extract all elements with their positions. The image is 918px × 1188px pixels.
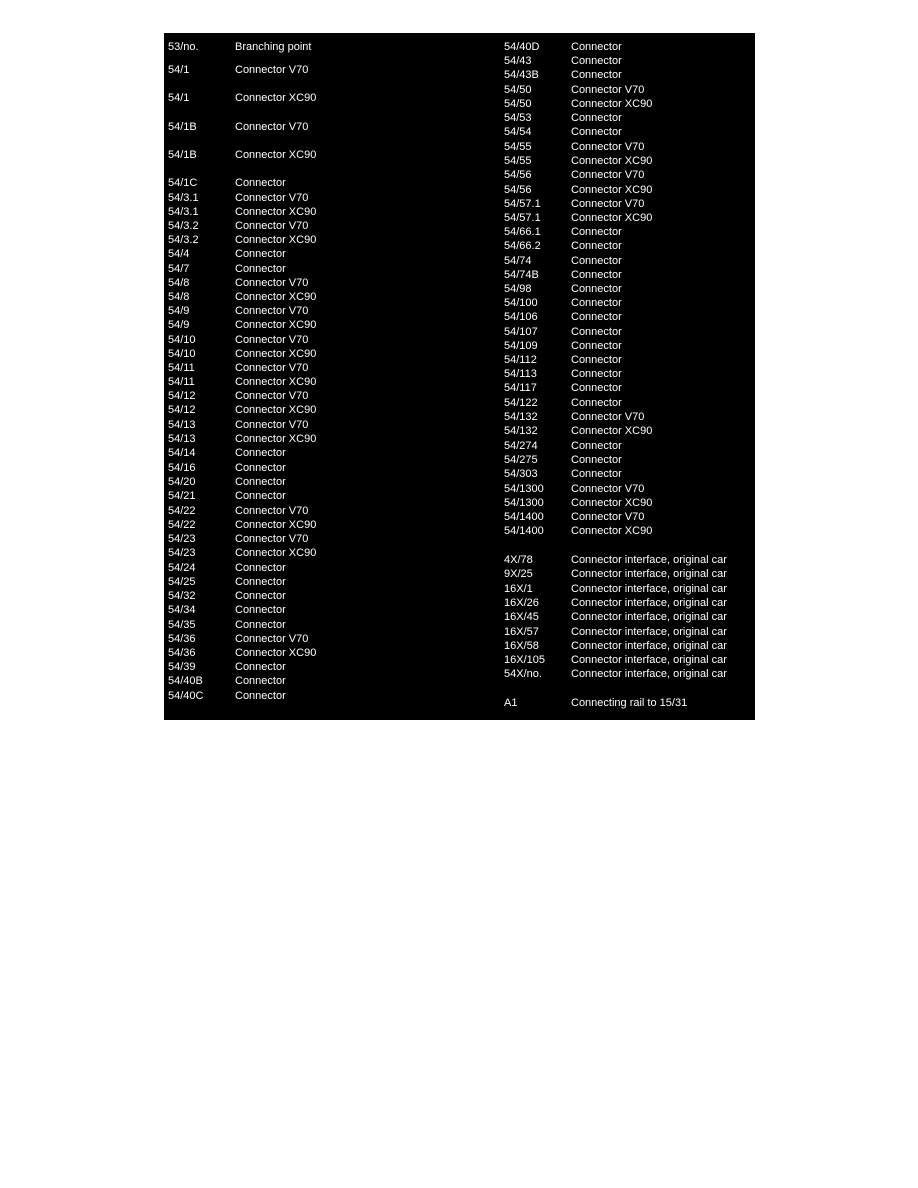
component-description: Connector V70: [235, 220, 309, 232]
component-description: Connector V70: [235, 390, 309, 402]
legend-left-column: [164, 33, 459, 720]
component-code: 53/no.: [168, 41, 199, 53]
component-description: Connector XC90: [235, 206, 317, 218]
component-code: 54/107: [504, 326, 538, 338]
component-description: Connector V70: [235, 633, 309, 645]
component-description: Connector: [571, 55, 622, 67]
component-description: Connector: [571, 41, 622, 53]
component-code: 54/9: [168, 305, 190, 317]
component-description: Connector V70: [235, 419, 309, 431]
component-code: 54/25: [168, 576, 196, 588]
component-code: 54/3.2: [168, 220, 199, 232]
component-description: Connector V70: [571, 511, 645, 523]
component-description: Connector XC90: [571, 184, 653, 196]
component-code: 54/117: [504, 382, 537, 394]
component-code: 54/1B: [168, 121, 197, 133]
component-description: Connector: [235, 476, 286, 488]
component-description: Connector XC90: [235, 319, 317, 331]
component-code: 54/10: [168, 334, 196, 346]
component-code: 54/66.2: [504, 240, 541, 252]
component-description: Connector: [571, 269, 622, 281]
component-description: Connector XC90: [235, 149, 317, 161]
component-code: 54/98: [504, 283, 532, 295]
component-code: 54/1B: [168, 149, 197, 161]
component-code: 54/54: [504, 126, 532, 138]
component-description: Connector V70: [571, 169, 645, 181]
component-description: Connector: [571, 382, 622, 394]
component-description: Connector XC90: [235, 348, 317, 360]
component-description: Connector V70: [235, 505, 309, 517]
component-description: Connector: [235, 661, 286, 673]
component-description: Connector: [571, 440, 622, 452]
component-description: Connector: [235, 447, 286, 459]
component-description: Connector V70: [235, 121, 309, 133]
component-code: 54/34: [168, 604, 196, 616]
component-code: 54/303: [504, 468, 538, 480]
component-code: 54/132: [504, 425, 538, 437]
component-description: Connector interface, original car: [571, 554, 727, 566]
component-description: Connector XC90: [235, 433, 317, 445]
component-description: Connector: [571, 240, 622, 252]
component-description: Connector: [571, 354, 622, 366]
component-description: Connector: [235, 490, 286, 502]
component-description: Connector interface, original car: [571, 626, 727, 638]
component-description: Connector: [235, 590, 286, 602]
component-code: 54/23: [168, 547, 196, 559]
component-description: Connector V70: [235, 334, 309, 346]
component-code: 54/35: [168, 619, 196, 631]
component-description: Connector V70: [571, 141, 645, 153]
component-description: Connector V70: [235, 64, 309, 76]
component-code: 54/1: [168, 92, 190, 104]
component-description: Connector XC90: [235, 404, 317, 416]
component-code: 54X/no.: [504, 668, 542, 680]
component-description: Connector: [571, 468, 622, 480]
component-description: Connecting rail to 15/31: [571, 697, 688, 709]
component-description: Connector XC90: [235, 547, 317, 559]
component-code: 54/21: [168, 490, 196, 502]
component-code: 54/53: [504, 112, 532, 124]
component-description: Connector: [571, 69, 622, 81]
component-code: A1: [504, 697, 518, 709]
component-code: 54/274: [504, 440, 538, 452]
component-code: 54/36: [168, 633, 196, 645]
component-code: 54/20: [168, 476, 196, 488]
component-code: 54/1400: [504, 525, 544, 537]
component-code: 54/122: [504, 397, 538, 409]
component-code: 54/11: [168, 376, 195, 388]
component-code: 54/4: [168, 248, 190, 260]
component-description: Connector: [235, 562, 286, 574]
component-code: 54/55: [504, 155, 532, 167]
component-code: 16X/45: [504, 611, 539, 623]
component-description: Connector interface, original car: [571, 583, 727, 595]
component-code: 54/8: [168, 291, 190, 303]
component-code: 54/36: [168, 647, 196, 659]
component-description: Connector interface, original car: [571, 668, 727, 680]
component-code: 54/10: [168, 348, 196, 360]
component-description: Connector: [235, 576, 286, 588]
component-code: 54/56: [504, 169, 532, 181]
component-code: 54/14: [168, 447, 196, 459]
component-description: Connector: [571, 454, 622, 466]
component-code: 54/74: [504, 255, 532, 267]
component-description: Connector XC90: [571, 497, 653, 509]
component-description: Connector: [235, 248, 286, 260]
component-description: Connector V70: [571, 411, 645, 423]
component-code: 54/16: [168, 462, 196, 474]
component-description: Connector: [571, 340, 622, 352]
component-description: Connector V70: [235, 277, 309, 289]
component-code: 54/109: [504, 340, 538, 352]
component-description: Connector XC90: [571, 525, 653, 537]
component-description: Connector interface, original car: [571, 654, 727, 666]
component-description: Connector: [235, 462, 286, 474]
component-description: Connector interface, original car: [571, 640, 727, 652]
component-description: Connector XC90: [235, 234, 317, 246]
component-description: Connector: [235, 675, 286, 687]
component-code: 54/13: [168, 419, 196, 431]
component-code: 54/11: [168, 362, 195, 374]
component-code: 54/9: [168, 319, 190, 331]
component-code: 54/55: [504, 141, 532, 153]
component-description: Connector XC90: [235, 291, 317, 303]
component-description: Connector XC90: [235, 519, 317, 531]
component-code: 54/74B: [504, 269, 539, 281]
component-description: Connector: [571, 368, 622, 380]
component-description: Connector XC90: [235, 92, 317, 104]
component-description: Connector: [571, 326, 622, 338]
component-description: Connector XC90: [571, 425, 653, 437]
component-code: 54/57.1: [504, 198, 541, 210]
component-code: 54/132: [504, 411, 538, 423]
component-description: Connector XC90: [571, 212, 653, 224]
component-code: 54/12: [168, 390, 196, 402]
component-description: Connector V70: [571, 84, 645, 96]
component-code: 54/40B: [168, 675, 203, 687]
component-code: 54/106: [504, 311, 538, 323]
component-description: Connector V70: [235, 362, 309, 374]
component-legend-panel: [164, 33, 755, 720]
component-description: Connector V70: [235, 305, 309, 317]
component-description: Connector V70: [235, 533, 309, 545]
component-description: Connector XC90: [235, 376, 317, 388]
component-code: 54/7: [168, 263, 190, 275]
component-description: Connector: [571, 311, 622, 323]
component-code: 54/57.1: [504, 212, 541, 224]
component-code: 54/3.2: [168, 234, 199, 246]
component-code: 54/22: [168, 519, 196, 531]
component-code: 54/113: [504, 368, 537, 380]
component-code: 54/40D: [504, 41, 540, 53]
component-code: 54/1C: [168, 177, 198, 189]
component-code: 54/22: [168, 505, 196, 517]
component-description: Connector: [571, 112, 622, 124]
component-description: Connector: [571, 126, 622, 138]
component-code: 54/39: [168, 661, 196, 673]
component-code: 54/3.1: [168, 206, 199, 218]
component-code: 54/8: [168, 277, 190, 289]
component-code: 54/50: [504, 98, 532, 110]
component-code: 16X/1: [504, 583, 533, 595]
component-description: Connector: [571, 283, 622, 295]
component-description: Connector V70: [571, 198, 645, 210]
component-code: 54/40C: [168, 690, 204, 702]
component-description: Connector: [571, 297, 622, 309]
component-code: 16X/26: [504, 597, 539, 609]
component-description: Connector: [571, 226, 622, 238]
component-code: 54/13: [168, 433, 196, 445]
component-code: 54/1: [168, 64, 190, 76]
component-code: 54/3.1: [168, 192, 199, 204]
component-description: Connector: [571, 255, 622, 267]
component-code: 54/1400: [504, 511, 544, 523]
component-code: 16X/58: [504, 640, 539, 652]
component-description: Connector XC90: [235, 647, 317, 659]
component-description: Connector XC90: [571, 98, 653, 110]
component-description: Connector: [235, 690, 286, 702]
component-code: 54/43: [504, 55, 532, 67]
component-code: 54/43B: [504, 69, 539, 81]
component-description: Connector: [571, 397, 622, 409]
component-description: Connector: [235, 177, 286, 189]
component-code: 9X/25: [504, 568, 533, 580]
component-code: 54/275: [504, 454, 538, 466]
component-code: 54/32: [168, 590, 196, 602]
component-description: Connector: [235, 619, 286, 631]
component-code: 54/1300: [504, 483, 544, 495]
component-code: 54/1300: [504, 497, 544, 509]
component-code: 54/24: [168, 562, 196, 574]
component-description: Connector V70: [235, 192, 309, 204]
component-code: 54/12: [168, 404, 196, 416]
component-description: Branching point: [235, 41, 312, 53]
component-description: Connector: [235, 604, 286, 616]
component-description: Connector interface, original car: [571, 568, 727, 580]
component-code: 54/23: [168, 533, 196, 545]
component-description: Connector interface, original car: [571, 611, 727, 623]
component-code: 54/100: [504, 297, 538, 309]
component-code: 54/50: [504, 84, 532, 96]
component-code: 4X/78: [504, 554, 533, 566]
component-code: 16X/57: [504, 626, 539, 638]
component-description: Connector V70: [571, 483, 645, 495]
component-code: 54/66.1: [504, 226, 541, 238]
legend-right-column: [500, 33, 755, 720]
component-description: Connector XC90: [571, 155, 653, 167]
component-description: Connector: [235, 263, 286, 275]
component-description: Connector interface, original car: [571, 597, 727, 609]
component-code: 54/112: [504, 354, 537, 366]
component-code: 54/56: [504, 184, 532, 196]
component-code: 16X/105: [504, 654, 545, 666]
